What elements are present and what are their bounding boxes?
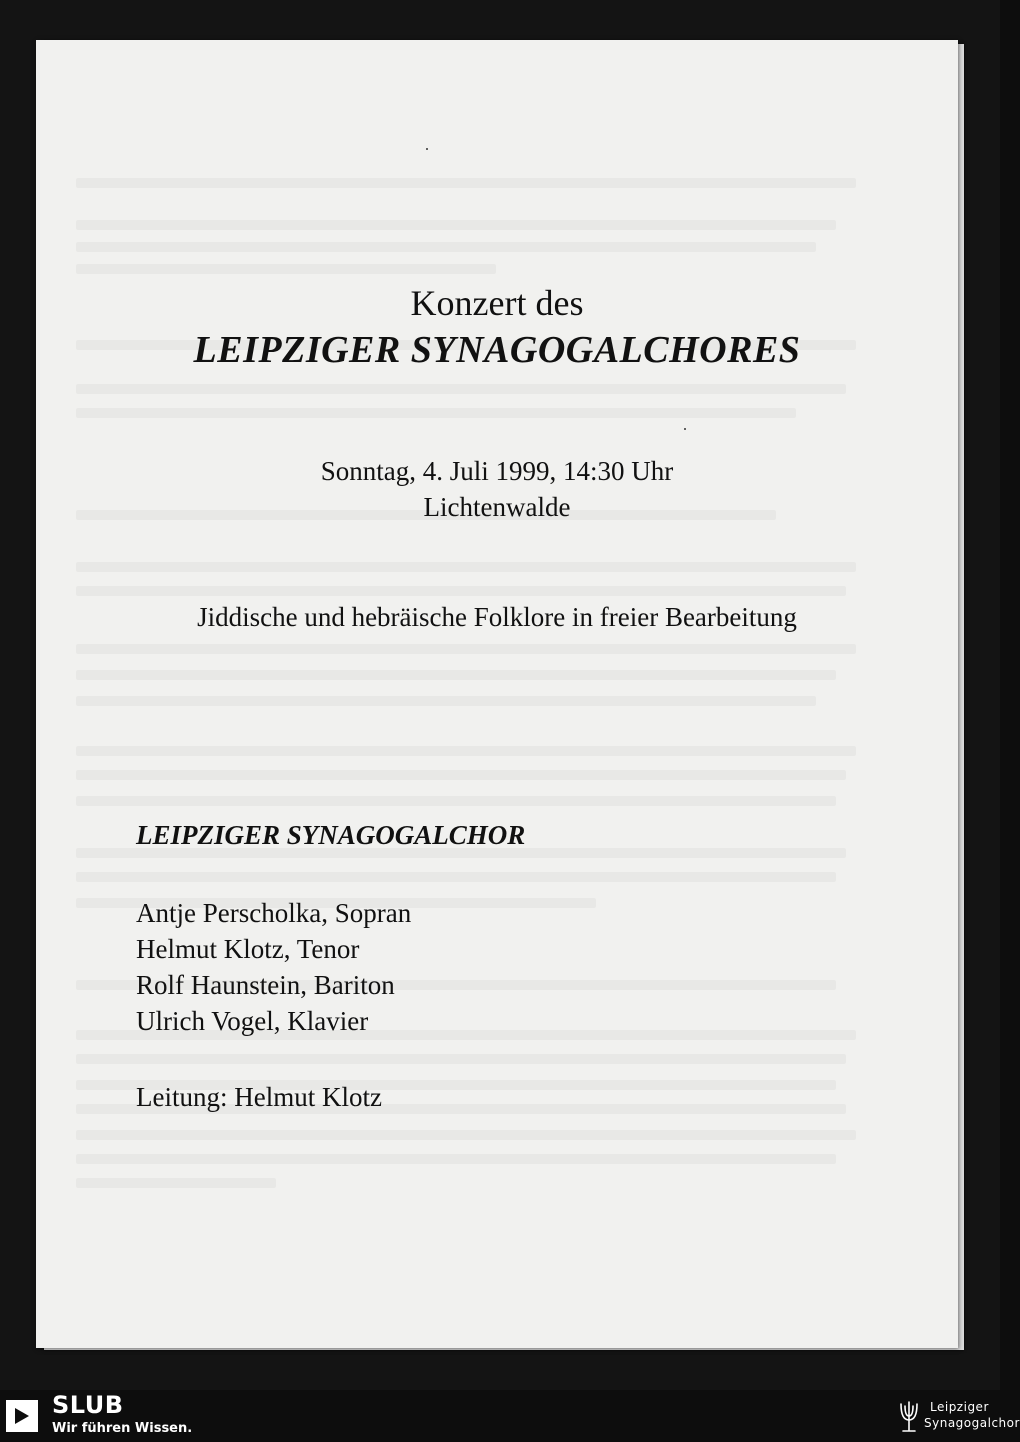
concert-date: Sonntag, 4. Juli 1999, 14:30 Uhr <box>320 456 674 486</box>
slub-arrow-icon[interactable] <box>6 1400 38 1432</box>
partner-logo-line1: Leipziger <box>930 1400 989 1414</box>
performer-tenor: Helmut Klotz, Tenor <box>136 934 360 964</box>
direction-credit: Leitung: Helmut Klotz <box>136 1082 382 1112</box>
paper-speck <box>684 428 686 430</box>
menorah-icon <box>896 1398 922 1434</box>
bleed-through-text <box>36 40 958 1348</box>
performer-soprano: Antje Perscholka, Sopran <box>136 898 412 928</box>
concert-title: Konzert des <box>410 283 584 323</box>
slub-logo-text[interactable]: SLUB <box>52 1391 124 1419</box>
partner-logo-line2: Synagogalchor <box>924 1416 1020 1430</box>
choir-title: LEIPZIGER SYNAGOGALCHORES <box>193 329 801 371</box>
performer-piano: Ulrich Vogel, Klavier <box>136 1006 369 1036</box>
slub-slogan: Wir führen Wissen. <box>52 1421 193 1436</box>
choir-name: LEIPZIGER SYNAGOGALCHOR <box>136 820 526 850</box>
footer-bar <box>0 1390 1020 1442</box>
paper-speck <box>426 148 428 150</box>
performer-baritone: Rolf Haunstein, Bariton <box>136 970 395 1000</box>
concert-location: Lichtenwalde <box>423 492 571 522</box>
program-subtitle: Jiddische und hebräische Folklore in freier Bearbeitung <box>197 602 797 632</box>
program-page <box>36 40 958 1348</box>
